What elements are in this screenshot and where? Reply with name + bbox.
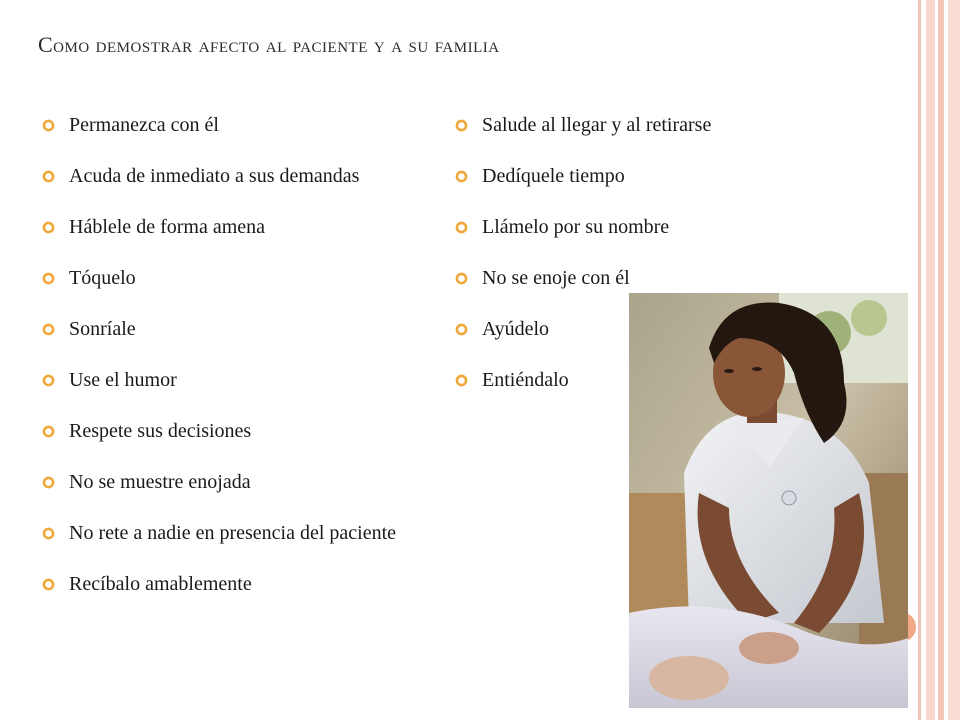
bullet-icon (42, 425, 55, 438)
photo-illustration (629, 293, 908, 708)
list-item (42, 512, 437, 554)
bullet-icon (42, 170, 55, 183)
slide-title: Como demostrar afecto al paciente y a su familia (38, 32, 500, 57)
list-item (42, 308, 437, 350)
list-item-text: No se enoje con él (482, 267, 630, 289)
list-item-text: Entiéndalo (482, 369, 569, 391)
list-item-text: Acuda de inmediato a sus demandas (69, 165, 360, 187)
list-item (42, 257, 437, 299)
list-item-text: Permanezca con él (69, 114, 219, 136)
bullet-icon (455, 323, 468, 336)
bullet-icon (42, 323, 55, 336)
list-item (42, 563, 437, 605)
list-item (455, 104, 875, 146)
left-bullet-list (42, 104, 437, 614)
bullet-icon (42, 527, 55, 540)
list-item-text: Llámelo por su nombre (482, 216, 670, 238)
bullet-icon (455, 170, 468, 183)
bullet-icon (42, 476, 55, 489)
bullet-icon (455, 119, 468, 132)
bullet-icon (42, 272, 55, 285)
list-item (42, 104, 437, 146)
list-item-text: Recíbalo amablemente (69, 573, 252, 595)
bullet-icon (455, 374, 468, 387)
list-item-text: Ayúdelo (482, 318, 550, 340)
bullet-icon (42, 374, 55, 387)
list-item-text: Respete sus decisiones (69, 420, 252, 442)
bullet-icon (42, 221, 55, 234)
nurse-patient-photo (629, 293, 908, 708)
list-item (42, 155, 437, 197)
list-item (42, 410, 437, 452)
list-item-text: Tóquelo (69, 267, 136, 289)
list-item-text: Salude al llegar y al retirarse (482, 114, 712, 136)
list-item (42, 206, 437, 248)
bullet-icon (42, 578, 55, 591)
list-item (42, 359, 437, 401)
bullet-icon (42, 119, 55, 132)
list-item (42, 461, 437, 503)
list-item-text: Use el humor (69, 369, 177, 391)
bullet-icon (455, 272, 468, 285)
list-item-text: Sonríale (69, 318, 136, 340)
decorative-stripes (918, 0, 960, 720)
list-item-text: Háblele de forma amena (69, 216, 266, 238)
list-item-text: No se muestre enojada (69, 471, 251, 493)
bullet-icon (455, 221, 468, 234)
list-item (455, 155, 875, 197)
list-item (455, 206, 875, 248)
list-item-text: Dedíquele tiempo (482, 165, 625, 187)
list-item-text: No rete a nadie en presencia del paciente (69, 522, 397, 544)
